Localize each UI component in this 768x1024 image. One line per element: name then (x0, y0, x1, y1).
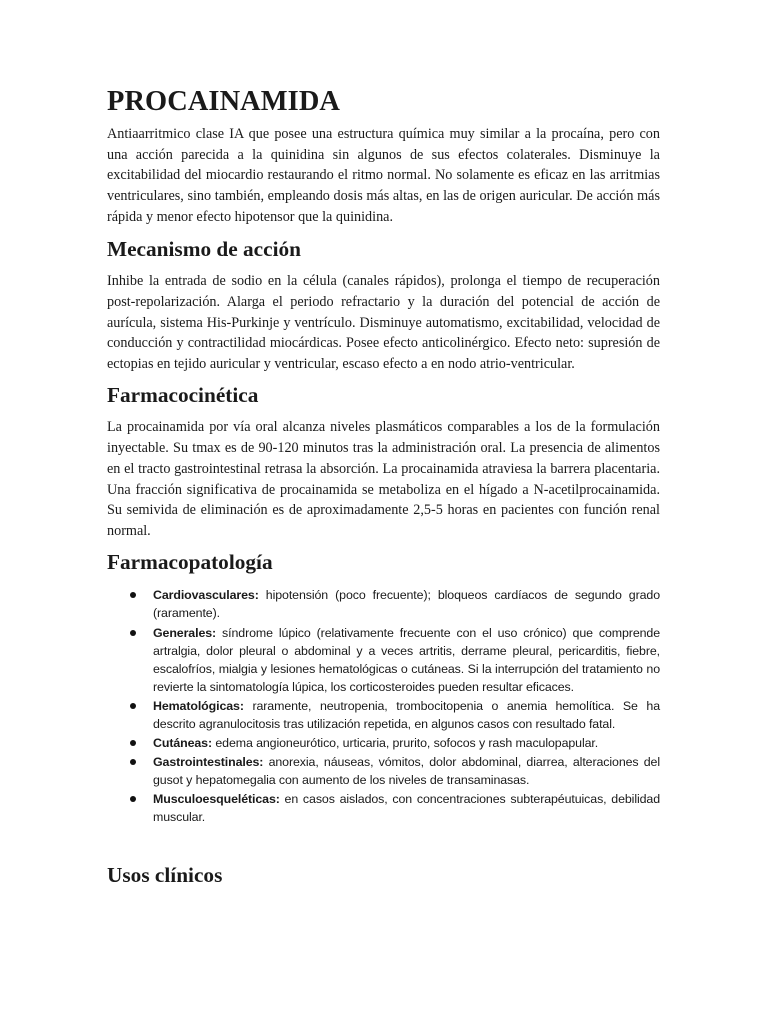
item-term: Musculoesqueléticas: (153, 792, 280, 807)
item-text: edema angioneurótico, urticaria, prurito, sofocos y rash maculopapular. (212, 736, 599, 751)
adverse-effects-list (107, 586, 660, 826)
item-term: Hematológicas: (153, 698, 244, 713)
bullet-icon (130, 630, 136, 636)
heading-farmacopatologia: Farmacopatología (107, 549, 273, 574)
document-page (107, 86, 660, 887)
heading-usos-clinicos: Usos clínicos (107, 862, 223, 887)
item-text: raramente, neutropenia, trombocitopenia o anemia hemolítica. Se ha descrito agranulocitosis tras utilización repetida, en algunos casos con resultado fatal. (153, 698, 660, 732)
list-item (107, 624, 660, 696)
list-item (107, 753, 660, 789)
heading-mecanismo: Mecanismo de acción (107, 236, 302, 261)
document-title: PROCAINAMIDA (107, 86, 341, 117)
intro-paragraph: Antiaarritmico clase IA que posee una estructura química muy similar a la procaína, pero con una acción parecida a la quinidina sin algunos de sus efectos colaterales. Disminuye la excitabilidad del miocardio restaurando el ritmo normal. No solamente es eficaz en las arritmias ventriculares, sino también, empleando dosis más altas, en las de origen auricular. De acción más rápida y menor efecto hipotensor que la quinidina. (107, 126, 660, 225)
item-term: Generales: (153, 625, 217, 640)
bullet-icon (130, 740, 136, 746)
list-item (107, 790, 660, 826)
item-text: síndrome lúpico (relativamente frecuente con el uso crónico) que comprende artralgia, dolor pleural o abdominal y a veces artritis, derrame pleural, pericarditis, fiebre, escalofríos, mialgia y lesiones hematológicas o cutáneas. Si la interrupción del tratamiento no revierte la sintomatología lúpica, los corticosteroides pueden resultar eficaces. (153, 625, 660, 694)
item-text: anorexia, náuseas, vómitos, dolor abdominal, diarrea, alteraciones del gusot y hepatomegalia con aumento de los niveles de transaminasas. (153, 755, 660, 788)
bullet-icon (130, 592, 136, 598)
heading-farmacocinetica: Farmacocinética (107, 382, 259, 407)
mecanismo-paragraph: Inhibe la entrada de sodio en la célula (canales rápidos), prolonga el tiempo de recuperación post-repolarización. Alarga el periodo refractario y la duración del potencial de acción de aurícula, sistema His-Purkinje y ventrículo. Disminuye automatismo, excitabilidad, velocidad de conducción y contractilidad miocárdicas. Posee efecto anticolinérgico. Efecto neto: supresión de ectopias en tejido auricular y ventricular, escaso efecto a en nodo atrio-ventricular. (107, 273, 660, 373)
list-item (107, 697, 660, 733)
bullet-icon (130, 759, 136, 765)
item-term: Cardiovasculares: (153, 588, 259, 603)
farmacocinetica-paragraph: La procainamida por vía oral alcanza niveles plasmáticos comparables a los de la formulación inyectable. Su tmax es de 90-120 minutos tras la administración oral. La presencia de alimentos en el tracto gastrointestinal retrasa la absorción. La procainamida atraviesa la barrera placentaria. Una fracción significativa de procainamida se metaboliza en el hígado a N-acetilprocainamida. Su semivida de eliminación es de aproximadamente 2,5-5 horas en pacientes con función renal normal. (107, 419, 660, 539)
item-text: en casos aislados, con concentraciones subterapéutuicas, debilidad muscular. (153, 792, 660, 825)
bullet-icon (130, 703, 136, 709)
item-term: Cutáneas: (153, 736, 213, 751)
list-item (107, 586, 660, 622)
item-term: Gastrointestinales: (153, 755, 264, 770)
bullet-icon (130, 796, 136, 802)
item-text: hipotensión (poco frecuente); bloqueos cardíacos de segundo grado (raramente). (153, 588, 660, 621)
list-item (107, 734, 660, 752)
